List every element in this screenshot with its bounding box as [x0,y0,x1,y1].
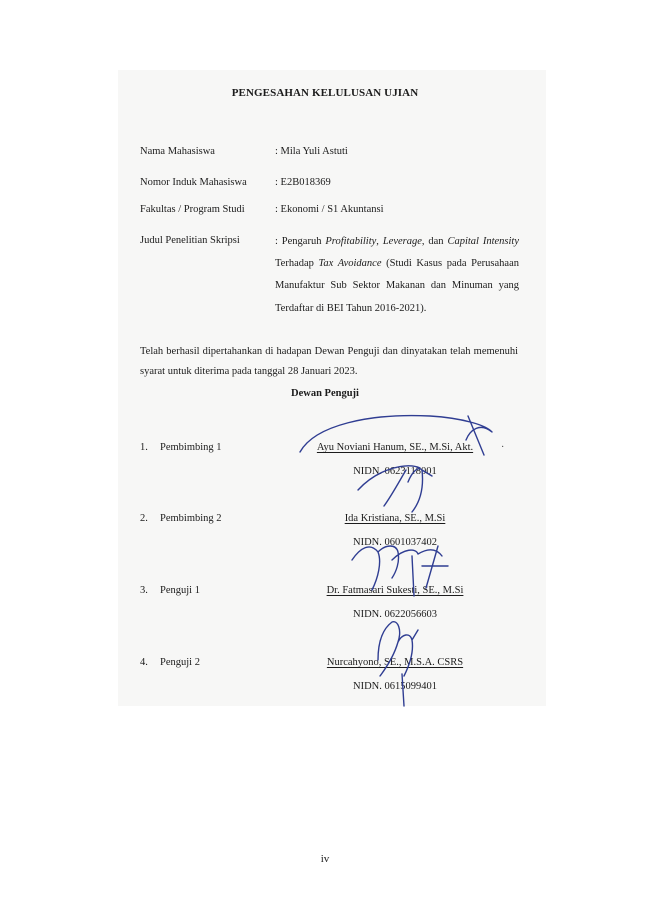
examiner-nidn: NIDN. 0622056603 [353,609,437,620]
examiner-number: 4. [140,657,148,668]
faculty-value: : Ekonomi / S1 Akuntansi [275,204,384,215]
approval-statement: Telah berhasil dipertahankan di hadapan Dewan Penguji dan dinyatakan telah memenuhi syarat untuk diterima pada tanggal 28 Januari 2023. [140,346,518,377]
page-number: iv [320,853,330,865]
examiner-nidn: NIDN. 0623118001 [353,466,437,477]
page-title: PENGESAHAN KELULUSAN UJIAN [231,87,419,99]
thesis-title: : Pengaruh Profitability, Leverage, dan Capital Intensity Terhadap Tax Avoidance (Studi Kasus pada Perusahaan Manufaktur Sub Sektor Makanan dan Minuman yang Terdaftar di BEI Tahun 2016-2021). [275,236,519,314]
stray-mark: · [501,442,505,453]
name-label: Nama Mahasiswa [140,146,215,157]
examiner-number: 3. [140,585,148,596]
examiner-role: Penguji 2 [160,657,200,668]
examiner-nidn: NIDN. 0615099401 [353,681,437,692]
examiner-role: Penguji 1 [160,585,200,596]
examiner-name: Dr. Fatmasari Sukesti, SE., M.Si [326,585,464,596]
examiner-role: Pembimbing 2 [160,513,222,524]
nim-label: Nomor Induk Mahasiswa [140,177,247,188]
examiner-nidn: NIDN. 0601037402 [353,537,437,548]
examiner-number: 2. [140,513,148,524]
examiner-name: Nurcahyono, SE., M.S.A. CSRS [326,657,464,668]
thesis-label: Judul Penelitian Skripsi [140,235,240,246]
faculty-label: Fakultas / Program Studi [140,204,245,215]
examiner-name: Ayu Noviani Hanum, SE., M.Si, Akt. [316,442,474,453]
name-value: : Mila Yuli Astuti [275,146,348,157]
examiner-number: 1. [140,442,148,453]
examiner-name: Ida Kristiana, SE., M.Si [344,513,446,524]
board-heading: Dewan Penguji [291,388,359,399]
nim-value: : E2B018369 [275,177,331,188]
examiner-role: Pembimbing 1 [160,442,222,453]
